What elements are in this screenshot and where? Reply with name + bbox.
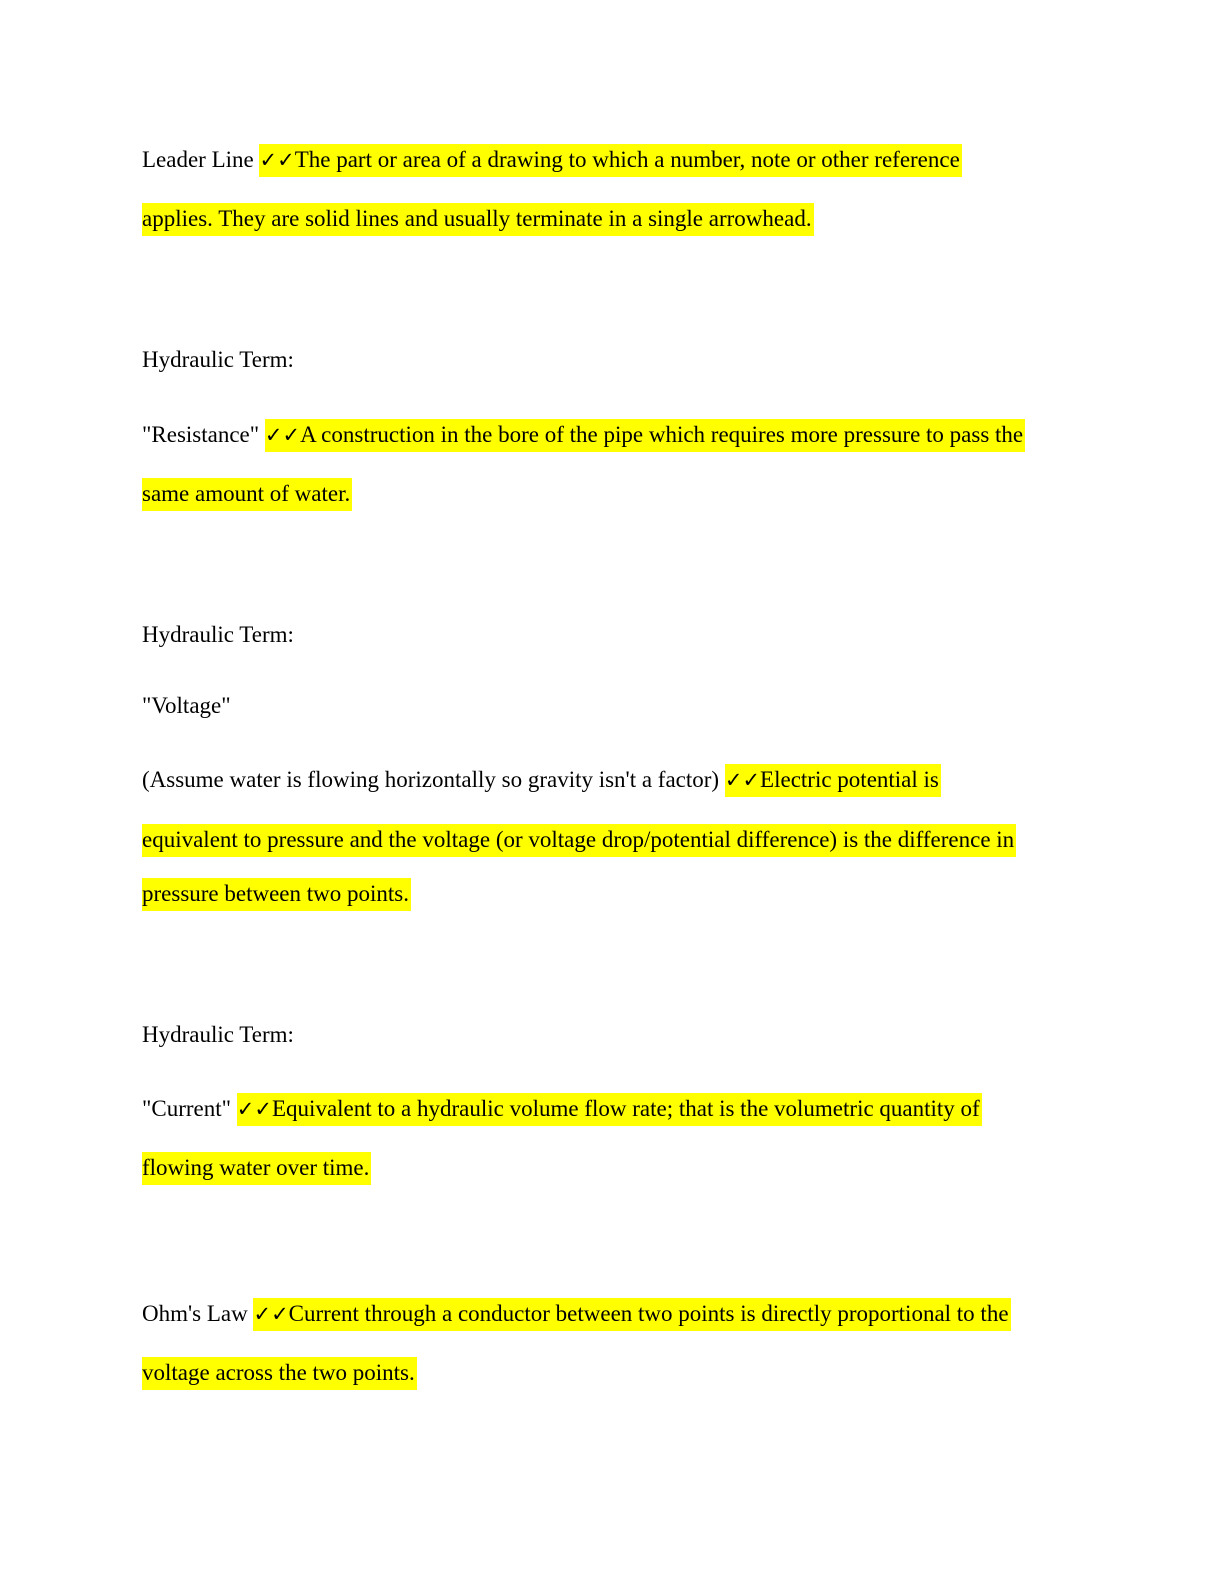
answer-highlight: flowing water over time.: [142, 1152, 371, 1185]
answer-text: The part or area of a drawing to which a number, note or other reference: [294, 147, 960, 172]
section-heading: Hydraulic Term:: [142, 1022, 294, 1047]
answer-text: Equivalent to a hydraulic volume flow rate; that is the volumetric quantity of: [272, 1096, 980, 1121]
answer-text: A construction in the bore of the pipe which requires more pressure to pass the: [300, 422, 1024, 447]
answer-highlight: [265, 419, 1025, 452]
section-subheading: "Voltage": [142, 693, 231, 718]
term-label: Leader Line: [142, 147, 260, 172]
answer-highlight: applies. They are solid lines and usually terminate in a single arrowhead.: [142, 203, 814, 236]
double-check-icon: ✓✓: [236, 1097, 272, 1121]
double-check-icon: ✓✓: [259, 148, 295, 172]
ohms-law-term-line: [142, 1300, 1011, 1328]
current-term-line: [142, 1095, 982, 1123]
term-label: Ohm's Law: [142, 1301, 254, 1326]
answer-text: Electric potential is: [760, 767, 939, 792]
double-check-icon: ✓✓: [724, 768, 761, 792]
term-label: "Resistance": [142, 422, 265, 447]
section-heading: Hydraulic Term:: [142, 622, 294, 647]
answer-continuation-line: [142, 480, 352, 508]
term-label: "Current": [142, 1096, 237, 1121]
double-check-icon: ✓✓: [253, 1302, 289, 1326]
section-heading: Hydraulic Term:: [142, 347, 294, 372]
answer-highlight: [725, 764, 941, 797]
term-label: (Assume water is flowing horizontally so gravity isn't a factor): [142, 767, 725, 792]
answer-continuation-line: [142, 205, 814, 233]
leader-line-term-line: [142, 146, 962, 174]
answer-highlight: [259, 144, 961, 177]
answer-highlight: pressure between two points.: [142, 878, 411, 911]
answer-continuation-line: [142, 1154, 371, 1182]
answer-continuation-line: [142, 826, 1016, 854]
resistance-term-line: [142, 421, 1025, 449]
answer-highlight: same amount of water.: [142, 478, 352, 511]
answer-continuation-line: [142, 1359, 417, 1387]
double-check-icon: ✓✓: [264, 423, 301, 447]
answer-highlight: voltage across the two points.: [142, 1357, 417, 1390]
voltage-term-line: [142, 766, 941, 794]
answer-highlight: equivalent to pressure and the voltage (or voltage drop/potential difference) is the difference in: [142, 824, 1016, 857]
answer-highlight: [237, 1093, 982, 1126]
answer-highlight: [253, 1298, 1010, 1331]
answer-continuation-line: [142, 880, 411, 908]
answer-text: Current through a conductor between two points is directly proportional to the: [288, 1301, 1009, 1326]
